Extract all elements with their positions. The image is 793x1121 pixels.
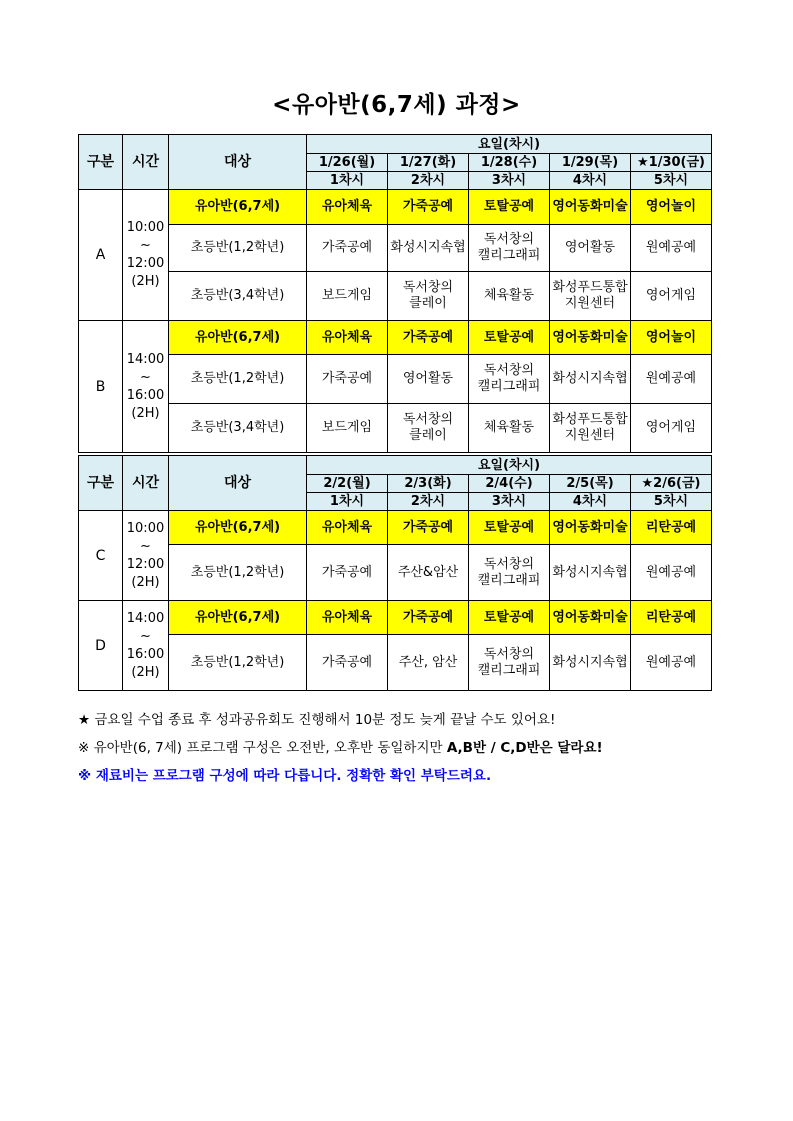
header-session-5: 5차시 <box>631 172 712 190</box>
header-time: 시간 <box>123 456 169 511</box>
class-cell: 가죽공예 <box>388 321 469 355</box>
class-cell: 체육활동 <box>469 272 550 321</box>
class-cell: 체육활동 <box>469 404 550 453</box>
class-cell: 가죽공예 <box>307 225 388 272</box>
class-cell: 리탄공예 <box>631 511 712 545</box>
class-cell: 영어놀이 <box>631 321 712 355</box>
header-session-1: 1차시 <box>307 172 388 190</box>
group-time: 14:00 ~ 16:00 (2H) <box>123 321 169 453</box>
header-session-2: 2차시 <box>388 172 469 190</box>
header-target: 대상 <box>169 135 307 190</box>
class-cell: 화성시지속협 <box>550 635 631 691</box>
header-date-2: 2/3(화) <box>388 475 469 493</box>
header-date-1: 1/26(월) <box>307 154 388 172</box>
header-session-5: 5차시 <box>631 493 712 511</box>
header-yoil: 요일(차시) <box>307 456 712 475</box>
class-cell: 독서창의 캘리그래피 <box>469 225 550 272</box>
class-cell: 화성푸드통합 지원센터 <box>550 404 631 453</box>
class-cell: 영어활동 <box>388 355 469 404</box>
group-label: C <box>79 511 123 601</box>
header-date-3: 2/4(수) <box>469 475 550 493</box>
class-cell: 영어게임 <box>631 404 712 453</box>
class-cell: 가죽공예 <box>307 545 388 601</box>
target-cell: 초등반(1,2학년) <box>169 545 307 601</box>
class-cell: 영어동화미술 <box>550 601 631 635</box>
group-time: 10:00 ~ 12:00 (2H) <box>123 511 169 601</box>
table-row <box>79 635 712 691</box>
header-session-3: 3차시 <box>469 172 550 190</box>
header-row <box>79 456 712 475</box>
group-label: A <box>79 190 123 321</box>
friday-note: ★ 금요일 수업 종료 후 성과공유회도 진행해서 10분 정도 늦게 끝날 수도 있어요! <box>78 712 556 728</box>
class-cell: 독서창의 캘리그래피 <box>469 355 550 404</box>
class-cell: 유아체육 <box>307 190 388 225</box>
class-cell: 유아체육 <box>307 321 388 355</box>
class-cell: 주산, 암산 <box>388 635 469 691</box>
header-date-4: 2/5(목) <box>550 475 631 493</box>
program-note-text: ※ 유아반(6, 7세) 프로그램 구성은 오전반, 오후반 동일하지만 <box>78 740 447 756</box>
class-cell: 토탈공예 <box>469 601 550 635</box>
header-gubun: 구분 <box>79 456 123 511</box>
group-label: B <box>79 321 123 453</box>
class-cell: 독서창의 캘리그래피 <box>469 635 550 691</box>
class-cell: 원예공예 <box>631 355 712 404</box>
table-row <box>79 601 712 635</box>
class-cell: 가죽공예 <box>388 511 469 545</box>
class-cell: 유아체육 <box>307 601 388 635</box>
target-cell: 초등반(1,2학년) <box>169 225 307 272</box>
class-cell: 주산&암산 <box>388 545 469 601</box>
table-row <box>79 355 712 404</box>
table-row <box>79 190 712 225</box>
class-cell: 유아체육 <box>307 511 388 545</box>
class-cell: 가죽공예 <box>307 355 388 404</box>
class-cell: 화성시지속협 <box>550 545 631 601</box>
header-target: 대상 <box>169 456 307 511</box>
notes-section <box>78 706 718 790</box>
header-date-5: ★2/6(금) <box>631 475 712 493</box>
target-cell: 초등반(1,2학년) <box>169 355 307 404</box>
class-cell: 영어게임 <box>631 272 712 321</box>
header-yoil: 요일(차시) <box>307 135 712 154</box>
table-row <box>79 545 712 601</box>
class-cell: 원예공예 <box>631 225 712 272</box>
header-date-4: 1/29(목) <box>550 154 631 172</box>
class-cell: 원예공예 <box>631 545 712 601</box>
class-cell: 화성푸드통합 지원센터 <box>550 272 631 321</box>
target-cell: 유아반(6,7세) <box>169 321 307 355</box>
table-row <box>79 404 712 453</box>
program-note <box>78 734 718 762</box>
header-date-1: 2/2(월) <box>307 475 388 493</box>
schedule-table-week2 <box>78 455 712 691</box>
table-row <box>79 321 712 355</box>
table-row <box>79 511 712 545</box>
table-row <box>79 272 712 321</box>
header-session-4: 4차시 <box>550 493 631 511</box>
class-cell: 원예공예 <box>631 635 712 691</box>
header-date-5: ★1/30(금) <box>631 154 712 172</box>
program-note-emphasis: A,B반 / C,D반은 달라요! <box>446 740 603 756</box>
target-cell: 유아반(6,7세) <box>169 511 307 545</box>
class-cell: 영어놀이 <box>631 190 712 225</box>
header-session-2: 2차시 <box>388 493 469 511</box>
class-cell: 보드게임 <box>307 404 388 453</box>
class-cell: 화성시지속협 <box>388 225 469 272</box>
class-cell: 리탄공예 <box>631 601 712 635</box>
class-cell: 가죽공예 <box>388 190 469 225</box>
schedule-table-week1 <box>78 134 712 453</box>
target-cell: 초등반(1,2학년) <box>169 635 307 691</box>
target-cell: 초등반(3,4학년) <box>169 272 307 321</box>
header-session-3: 3차시 <box>469 493 550 511</box>
header-session-4: 4차시 <box>550 172 631 190</box>
class-cell: 영어동화미술 <box>550 321 631 355</box>
header-time: 시간 <box>123 135 169 190</box>
class-cell: 가죽공예 <box>307 635 388 691</box>
class-cell: 토탈공예 <box>469 190 550 225</box>
group-label: D <box>79 601 123 691</box>
target-cell: 초등반(3,4학년) <box>169 404 307 453</box>
group-time: 10:00 ~ 12:00 (2H) <box>123 190 169 321</box>
class-cell: 토탈공예 <box>469 321 550 355</box>
class-cell: 토탈공예 <box>469 511 550 545</box>
class-cell: 보드게임 <box>307 272 388 321</box>
table-row <box>79 225 712 272</box>
class-cell: 영어동화미술 <box>550 190 631 225</box>
header-date-2: 1/27(화) <box>388 154 469 172</box>
class-cell: 독서창의 클레이 <box>388 404 469 453</box>
class-cell: 독서창의 캘리그래피 <box>469 545 550 601</box>
header-session-1: 1차시 <box>307 493 388 511</box>
class-cell: 가죽공예 <box>388 601 469 635</box>
material-cost-note: ※ 재료비는 프로그램 구성에 따라 다릅니다. 정확한 확인 부탁드려요. <box>78 768 492 784</box>
class-cell: 독서창의 클레이 <box>388 272 469 321</box>
target-cell: 유아반(6,7세) <box>169 190 307 225</box>
class-cell: 영어동화미술 <box>550 511 631 545</box>
page-title: <유아반(6,7세) 과정> <box>272 92 521 118</box>
class-cell: 화성시지속협 <box>550 355 631 404</box>
target-cell: 유아반(6,7세) <box>169 601 307 635</box>
header-date-3: 1/28(수) <box>469 154 550 172</box>
group-time: 14:00 ~ 16:00 (2H) <box>123 601 169 691</box>
header-row <box>79 135 712 154</box>
header-gubun: 구분 <box>79 135 123 190</box>
class-cell: 영어활동 <box>550 225 631 272</box>
